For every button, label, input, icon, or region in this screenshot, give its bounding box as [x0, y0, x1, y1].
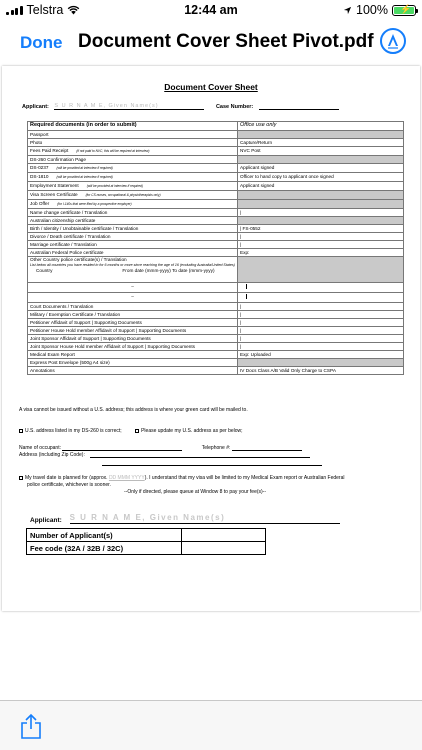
required-documents-table	[27, 121, 404, 375]
document-cell	[28, 147, 238, 156]
fee-label: Fee code (32A / 32B / 32C)	[27, 542, 182, 555]
address-row	[19, 451, 310, 458]
document-label: DS-1810	[30, 174, 49, 179]
country-entry-cell[interactable]	[28, 283, 238, 293]
document-cell	[28, 200, 238, 209]
bottom-applicant-row	[30, 513, 340, 524]
travel-text-a: My travel date is planned for (approx.	[25, 475, 108, 481]
fee-field[interactable]	[182, 542, 266, 555]
office-text: Exp:	[240, 250, 250, 255]
address-field-2[interactable]	[102, 459, 322, 466]
document-cell	[28, 191, 238, 200]
office-cell[interactable]	[238, 233, 404, 241]
office-text: Applicant signed	[240, 183, 275, 188]
count-label: Number of Applicant(s)	[27, 529, 182, 542]
document-cell	[28, 303, 238, 311]
table-row	[28, 191, 404, 200]
document-note: (will be provided at interview if required)	[56, 166, 113, 170]
document-cell	[28, 249, 238, 257]
other-police-cell	[28, 257, 238, 283]
table-row	[28, 303, 404, 311]
fee-table	[26, 528, 266, 555]
telephone-field[interactable]	[232, 444, 302, 451]
table-row	[28, 319, 404, 327]
office-text: |	[240, 320, 242, 325]
table-row	[28, 173, 404, 182]
table-row	[28, 241, 404, 249]
document-cell	[28, 367, 238, 375]
office-cell[interactable]	[238, 311, 404, 319]
applicant-count-row	[27, 529, 266, 542]
office-text: |	[240, 210, 242, 215]
office-cell[interactable]	[238, 147, 404, 156]
document-title: Document Cover Sheet Pivot.pdf	[78, 31, 374, 52]
office-cell[interactable]	[238, 283, 404, 293]
document-cell	[28, 241, 238, 249]
travel-row	[19, 475, 345, 481]
queue-note: --Only if directed, please queue at Window 8 to pay your fee(s)--	[124, 489, 267, 495]
status-right	[343, 3, 416, 17]
country-dash: –	[131, 284, 134, 289]
done-button[interactable]: Done	[20, 33, 63, 52]
office-cell[interactable]	[238, 327, 404, 335]
document-cell	[28, 139, 238, 147]
case-number-label: Case Number:	[215, 104, 254, 110]
document-label: Name change certificate / Translation	[30, 210, 108, 215]
table-row	[28, 367, 404, 375]
applicant-placeholder: S U R N A M E, Given Name(s)	[54, 103, 159, 109]
address-options	[19, 428, 243, 434]
travel-text-c: police certificate, whichever is sooner.	[27, 482, 111, 488]
office-text: |	[240, 344, 242, 349]
table-row	[28, 233, 404, 241]
addr-update-checkbox[interactable]	[135, 429, 139, 433]
document-cell	[28, 217, 238, 225]
office-cell[interactable]	[238, 293, 404, 303]
table-row	[28, 327, 404, 335]
dates-col: From date (mmm-yyyy) To date (mmm-yyyy)	[122, 268, 215, 273]
travel-checkbox[interactable]	[19, 476, 23, 480]
header-required: Required documents (in order to submit)	[28, 122, 238, 131]
occupant-row	[19, 444, 302, 451]
table-header-row	[28, 122, 404, 131]
travel-date-field[interactable]: DD MMM YYYY	[108, 475, 145, 481]
bottom-applicant-field[interactable]	[70, 513, 340, 524]
table-row	[28, 131, 404, 139]
document-label: Court Documents / Translation	[30, 304, 94, 309]
document-cell	[28, 335, 238, 343]
office-cell[interactable]	[238, 319, 404, 327]
office-cell[interactable]	[238, 164, 404, 173]
country-entry-cell[interactable]	[28, 293, 238, 303]
office-divider	[246, 294, 247, 299]
battery-icon: ⚡	[392, 5, 416, 16]
document-label: Australian Federal Police certificate	[30, 250, 104, 255]
office-cell[interactable]	[238, 225, 404, 233]
table-row	[28, 225, 404, 233]
document-cell	[28, 225, 238, 233]
document-label: Photo	[30, 140, 43, 145]
travel-text-b: ). I understand that my visa will be limited to my Medical Exam report or Australian Federal	[144, 475, 345, 481]
document-cell	[28, 182, 238, 191]
office-text: IV Docs Class A/B Valid Only Charge to CSPA	[240, 368, 336, 373]
addr-correct-label: U.S. address listed in my DS-260 is correct;	[25, 428, 122, 434]
office-text: Officer to hand copy to applicant once signed	[240, 174, 334, 179]
pdf-page	[2, 66, 420, 611]
count-field[interactable]	[182, 529, 266, 542]
office-cell[interactable]	[238, 217, 404, 225]
document-note: (will be provided at interview if required)	[86, 184, 143, 188]
office-cell[interactable]	[238, 335, 404, 343]
document-cell	[28, 156, 238, 164]
document-label: Petitioner House Hold member Affidavit of Support | Supporting Documents	[30, 328, 187, 333]
office-text: |	[240, 328, 242, 333]
document-cell	[28, 131, 238, 139]
document-cell	[28, 233, 238, 241]
document-note: (for I-140s that were filed by a prospective employer)	[57, 202, 132, 206]
office-text: |	[240, 234, 242, 239]
addr-correct-checkbox[interactable]	[19, 429, 23, 433]
occupant-label: Name of occupant:	[19, 445, 61, 451]
office-text: Exp: Uploaded	[240, 352, 271, 357]
document-label: Job Offer	[30, 201, 50, 206]
occupant-field[interactable]	[62, 444, 182, 451]
document-cell	[28, 343, 238, 351]
office-cell[interactable]	[238, 173, 404, 182]
document-label: Passport	[30, 132, 49, 137]
table-row	[28, 200, 404, 209]
office-text: |	[240, 336, 242, 341]
office-text: |	[240, 304, 242, 309]
other-police-cols	[30, 268, 235, 274]
office-cell[interactable]	[238, 241, 404, 249]
document-label: Divorce / Death certificate / Translation	[30, 234, 111, 239]
document-label: Medical Exam Report	[30, 352, 75, 357]
document-label: Employment Statement	[30, 183, 79, 188]
document-cell	[28, 209, 238, 217]
country-dash: –	[131, 294, 134, 299]
document-label: Fees Paid Receipt	[30, 148, 69, 153]
country-entry-row	[28, 293, 404, 303]
table-row	[28, 164, 404, 173]
office-cell[interactable]	[238, 359, 404, 367]
office-cell[interactable]	[238, 351, 404, 359]
table-row	[28, 335, 404, 343]
markup-pen-icon[interactable]	[380, 28, 406, 54]
header-office: Office use only	[238, 122, 404, 131]
table-row	[28, 351, 404, 359]
table-row	[28, 156, 404, 164]
office-cell[interactable]	[238, 209, 404, 217]
status-bar	[0, 0, 422, 20]
office-text: |	[240, 312, 242, 317]
document-label: DS-0237	[30, 165, 49, 170]
applicant-field[interactable]	[54, 103, 204, 110]
fee-code-row	[27, 542, 266, 555]
addr-update-label: Please update my U.S. address as per below;	[141, 428, 243, 434]
document-note: (for CS nurses, occupational & physiotherapists only)	[85, 193, 161, 197]
office-text: NVC Post	[240, 148, 261, 153]
other-police-note: List below all countries you have resided in for 6 months or more since reaching the age of 16 (excluding Australia/United States)	[30, 262, 235, 267]
office-cell[interactable]	[238, 200, 404, 209]
office-cell[interactable]	[238, 182, 404, 191]
office-cell[interactable]	[238, 156, 404, 164]
table-row	[28, 147, 404, 156]
document-label: Visa Screen Certificate	[30, 192, 78, 197]
table-row	[28, 209, 404, 217]
office-cell[interactable]	[238, 343, 404, 351]
document-note: (will be provided at interview if required)	[56, 175, 113, 179]
office-cell[interactable]	[238, 139, 404, 147]
address-field[interactable]	[90, 451, 310, 458]
applicant-row	[22, 103, 402, 113]
table-row	[28, 139, 404, 147]
document-cell	[28, 351, 238, 359]
office-divider	[246, 284, 247, 289]
document-label: Annotations	[30, 368, 55, 373]
office-text: Capture/Return	[240, 140, 273, 145]
office-text: |	[240, 242, 242, 247]
telephone-label: Telephone #:	[201, 445, 231, 451]
country-entry-row	[28, 283, 404, 293]
document-cell	[28, 359, 238, 367]
office-cell[interactable]	[238, 303, 404, 311]
battery-percent: 100%	[356, 3, 388, 17]
bottom-applicant-placeholder: S U R N A M E, Given Name(s)	[69, 513, 226, 522]
table-row	[28, 217, 404, 225]
nav-bar	[0, 20, 422, 64]
office-cell[interactable]	[238, 257, 404, 283]
document-label: Joint Sponsor Affidavit of Support | Supporting Documents	[30, 336, 151, 341]
status-time: 12:44 am	[184, 3, 238, 17]
office-cell[interactable]	[238, 191, 404, 200]
document-cell	[28, 173, 238, 182]
share-icon[interactable]	[20, 713, 42, 739]
office-cell[interactable]	[238, 367, 404, 375]
doc-heading: Document Cover Sheet	[164, 82, 258, 92]
carrier-label: Telstra	[26, 3, 64, 17]
office-text: Applicant signed	[240, 165, 275, 170]
office-cell[interactable]	[238, 131, 404, 139]
document-cell	[28, 164, 238, 173]
document-label: Petitioner Affidavit of Support | Supporting Documents	[30, 320, 142, 325]
case-number-field[interactable]	[259, 103, 339, 110]
document-label: DS-260 Confirmation Page	[30, 157, 87, 162]
visa-note: A visa cannot be issued without a U.S. address; this address is where your green card will be mailed to.	[19, 407, 248, 413]
document-cell	[28, 319, 238, 327]
table-row	[28, 311, 404, 319]
office-text: | FS-0552	[240, 226, 261, 231]
location-arrow-icon	[343, 6, 352, 15]
address-label: Address (including Zip Code):	[19, 452, 85, 458]
document-note: (if not paid to NVC, this will be required at interview)	[76, 149, 150, 153]
applicant-label: Applicant:	[22, 104, 49, 110]
table-row	[28, 343, 404, 351]
document-label: Marriage certificate / Translation	[30, 242, 97, 247]
bottom-toolbar	[0, 700, 422, 750]
table-row	[28, 249, 404, 257]
address-line-2	[102, 459, 322, 466]
bottom-applicant-label: Applicant:	[30, 517, 62, 524]
table-row	[28, 359, 404, 367]
country-col: Country	[36, 268, 53, 273]
document-label: Australian citizenship certificate	[30, 218, 96, 223]
document-label: Joint Sponsor House Hold member Affidavit of Support | Supporting Documents	[30, 344, 196, 349]
document-label: Birth / Identity / Unobtainable certificate / Translation	[30, 226, 139, 231]
other-police-title: Other Country police certificate(s) / Translation	[30, 257, 127, 262]
other-police-row	[28, 257, 404, 283]
document-cell	[28, 327, 238, 335]
office-cell[interactable]	[238, 249, 404, 257]
document-cell	[28, 311, 238, 319]
document-label: Express Post Envelope (500g A4 size)	[30, 360, 110, 365]
table-row	[28, 182, 404, 191]
document-label: Military / Exemption Certificate / Translation	[30, 312, 121, 317]
